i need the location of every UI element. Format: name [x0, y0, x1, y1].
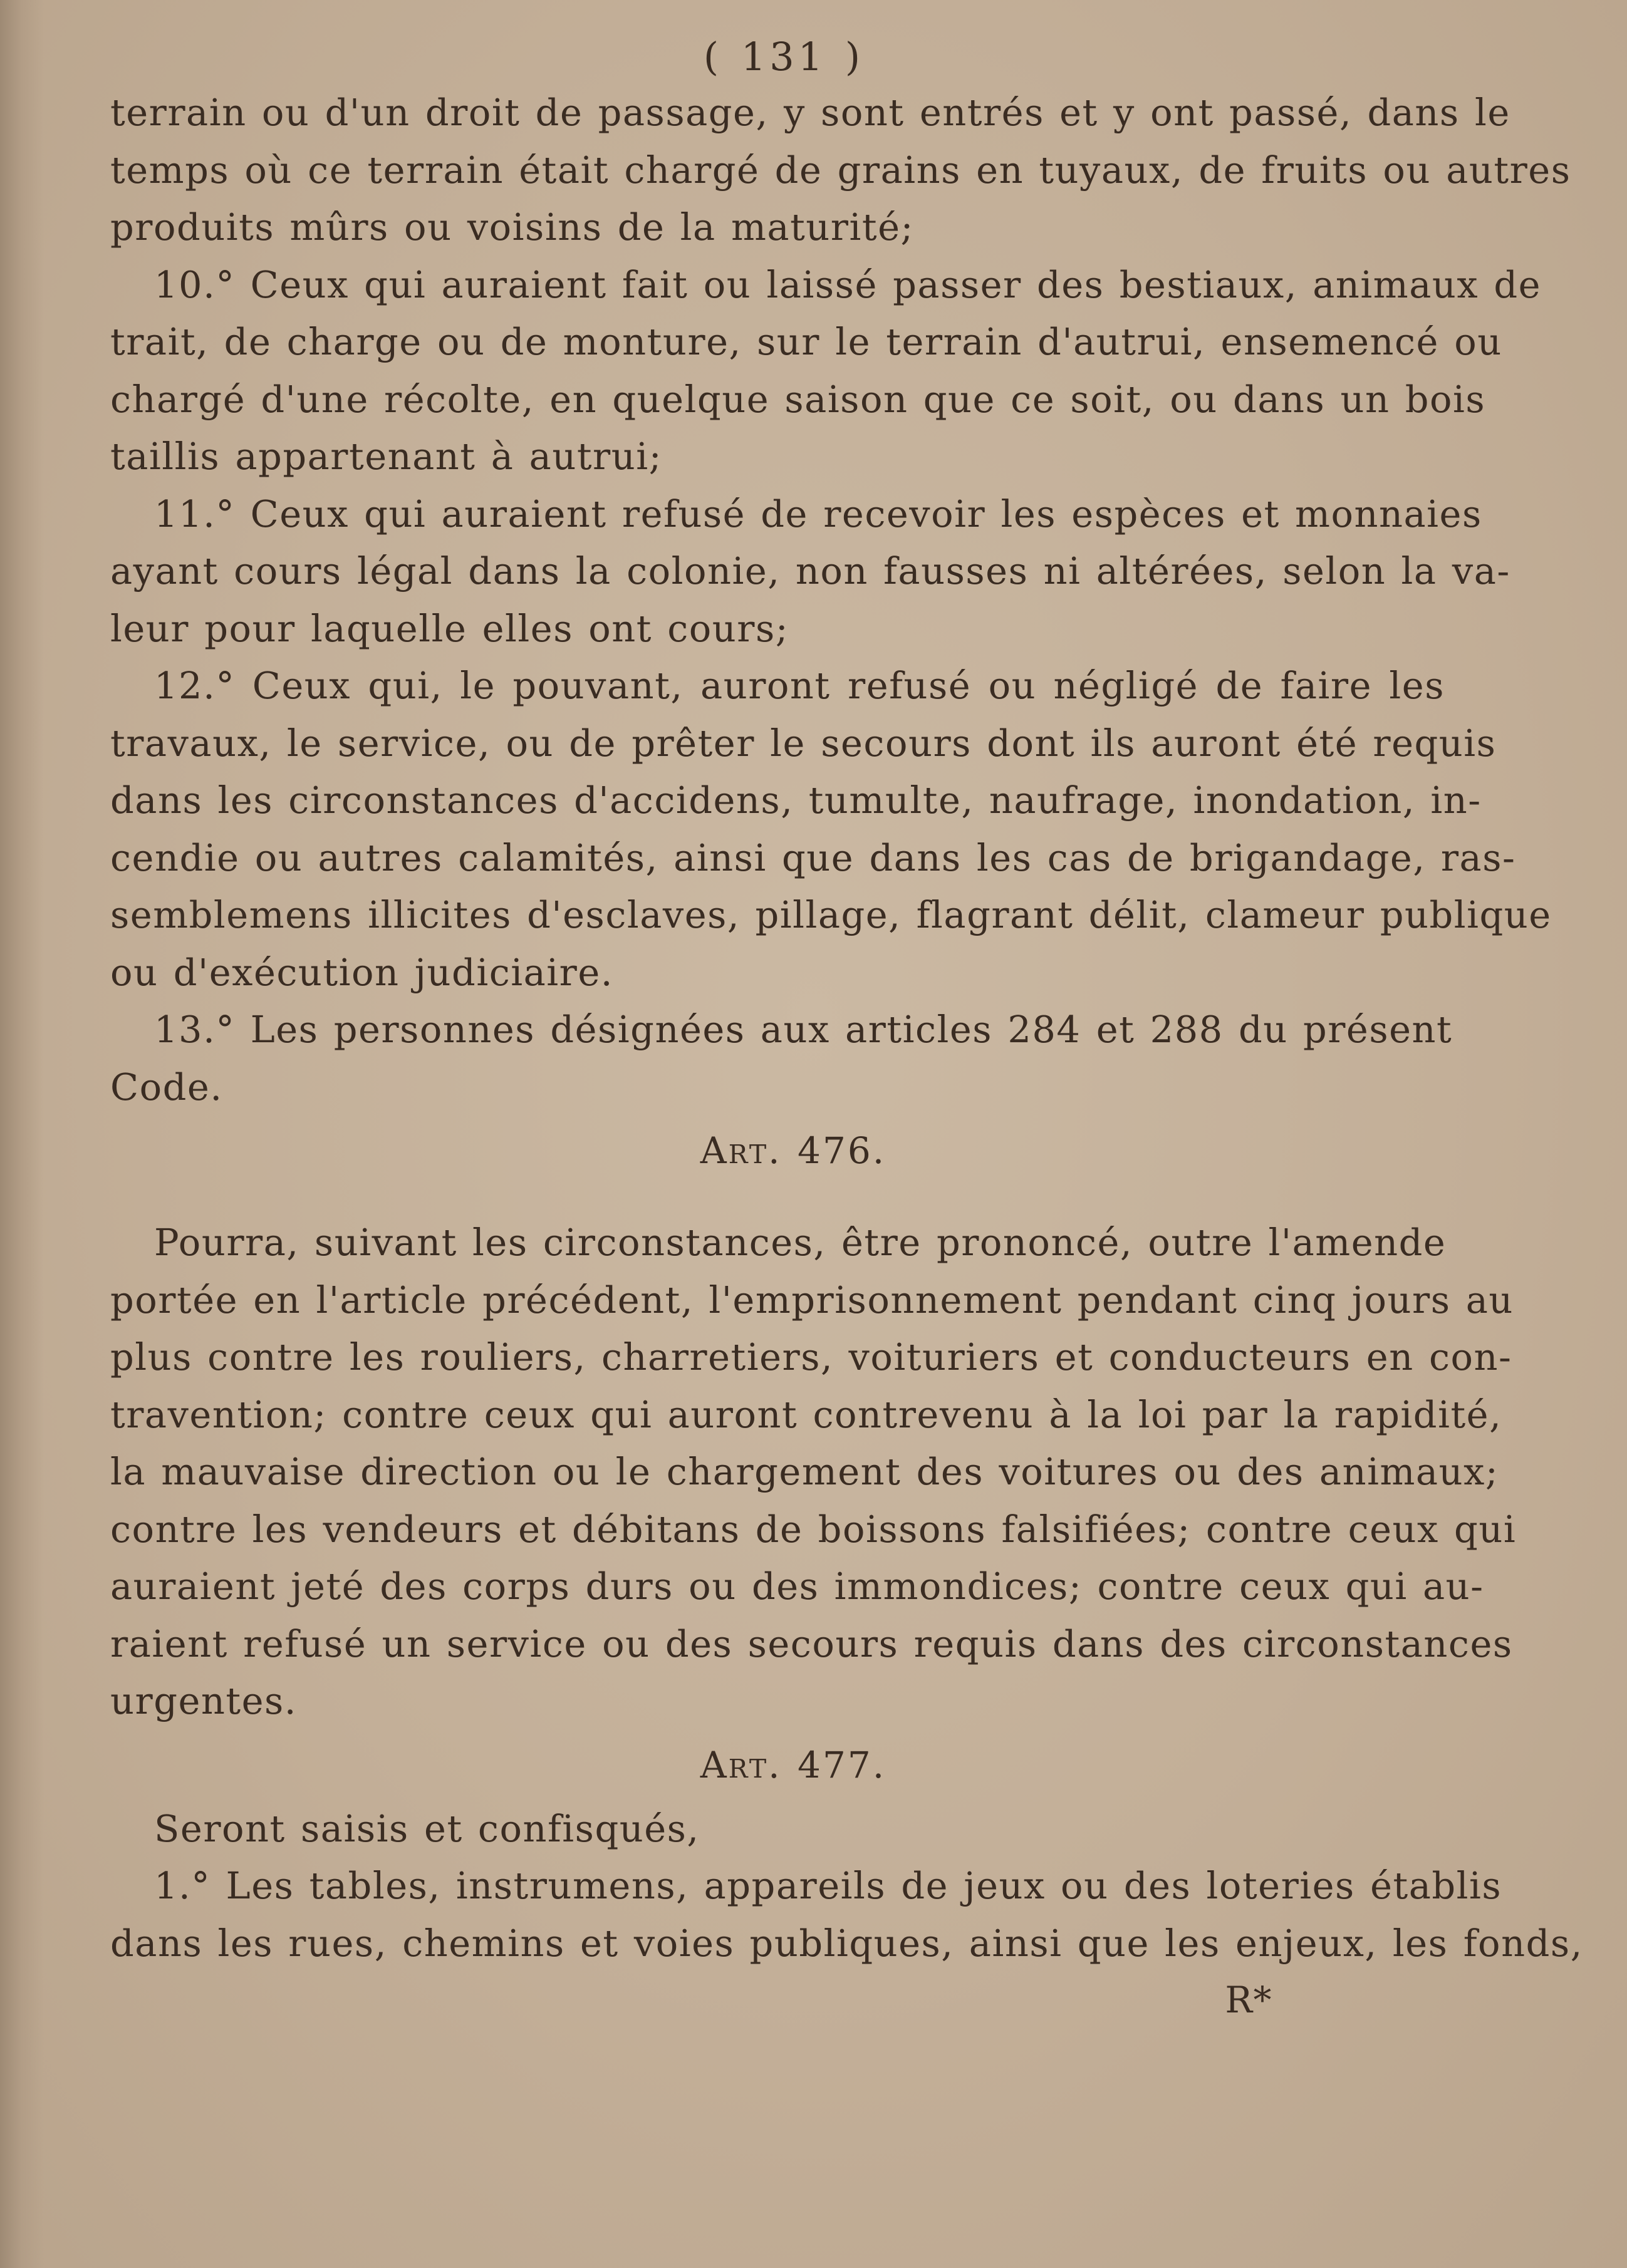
- page-text: [110, 30, 1583, 2028]
- text-line: 10.° Ceux qui auraient fait ou laissé passer des bestiaux, animaux de: [154, 262, 1542, 306]
- article-476-heading: Art. 476.: [700, 1129, 886, 1172]
- text-line: ou d'exécution judiciaire.: [110, 950, 614, 994]
- text-line: produits mûrs ou voisins de la maturité;: [110, 205, 914, 249]
- signature-mark: R*: [1225, 1979, 1272, 2021]
- text-line: la mauvaise direction ou le chargement des voitures ou des animaux;: [110, 1450, 1499, 1493]
- text-line: Pourra, suivant les circonstances, être prononcé, outre l'amende: [154, 1221, 1447, 1264]
- text-line: taillis appartenant à autrui;: [110, 435, 663, 478]
- text-line: 11.° Ceux qui auraient refusé de recevoir les espèces et monnaies: [154, 492, 1482, 536]
- text-line: raient refusé un service ou des secours requis dans des circonstances: [110, 1622, 1513, 1665]
- item-10: [110, 256, 1542, 485]
- paragraph-continuation: [110, 84, 1571, 256]
- text-line: chargé d'une récolte, en quelque saison que ce soit, ou dans un bois: [110, 377, 1486, 421]
- text-line: Code.: [110, 1065, 223, 1109]
- text-line: contre les vendeurs et débitans de boissons falsifiées; contre ceux qui: [110, 1507, 1517, 1551]
- item-11: [110, 485, 1510, 658]
- page-number: ( 131 ): [703, 34, 865, 80]
- item-13: [110, 1001, 1453, 1116]
- text-line: trait, de charge ou de monture, sur le terrain d'autrui, ensemencé ou: [110, 320, 1502, 363]
- text-line: 13.° Les personnes désignées aux articles 284 et 288 du présent: [154, 1008, 1453, 1051]
- text-line: Seront saisis et confisqués,: [154, 1806, 700, 1850]
- binding-shadow: [0, 0, 44, 2268]
- text-line: urgentes.: [110, 1679, 298, 1722]
- item-12: [110, 657, 1552, 1001]
- article-477-heading: Art. 477.: [700, 1743, 886, 1786]
- article-477-body: [110, 1800, 1583, 1972]
- text-line: dans les circonstances d'accidens, tumulte, naufrage, inondation, in-: [110, 779, 1482, 822]
- text-line: semblemens illicites d'esclaves, pillage, flagrant délit, clameur publique: [110, 893, 1552, 936]
- text-line: portée en l'article précédent, l'emprisonnement pendant cinq jours au: [110, 1278, 1514, 1322]
- text-line: dans les rues, chemins et voies publiques, ainsi que les enjeux, les fonds,: [110, 1921, 1583, 1965]
- text-line: 12.° Ceux qui, le pouvant, auront refusé ou négligé de faire les: [154, 664, 1445, 707]
- text-line: 1.° Les tables, instrumens, appareils de jeux ou des loteries établis: [154, 1864, 1502, 1907]
- text-line: cendie ou autres calamités, ainsi que dans les cas de brigandage, ras-: [110, 836, 1516, 879]
- text-line: plus contre les rouliers, charretiers, voituriers et conducteurs en con-: [110, 1335, 1512, 1379]
- article-476-body: [110, 1214, 1517, 1730]
- text-line: travaux, le service, ou de prêter le secours dont ils auront été requis: [110, 721, 1497, 765]
- text-line: temps où ce terrain était chargé de grains en tuyaux, de fruits ou autres: [110, 148, 1571, 192]
- text-line: auraient jeté des corps durs ou des immondices; contre ceux qui au-: [110, 1565, 1484, 1608]
- text-line: ayant cours légal dans la colonie, non fausses ni altérées, selon la va-: [110, 549, 1510, 593]
- text-line: travention; contre ceux qui auront contrevenu à la loi par la rapidité,: [110, 1392, 1502, 1436]
- text-line: leur pour laquelle elles ont cours;: [110, 606, 789, 650]
- text-line: terrain ou d'un droit de passage, y sont entrés et y ont passé, dans le: [110, 91, 1510, 134]
